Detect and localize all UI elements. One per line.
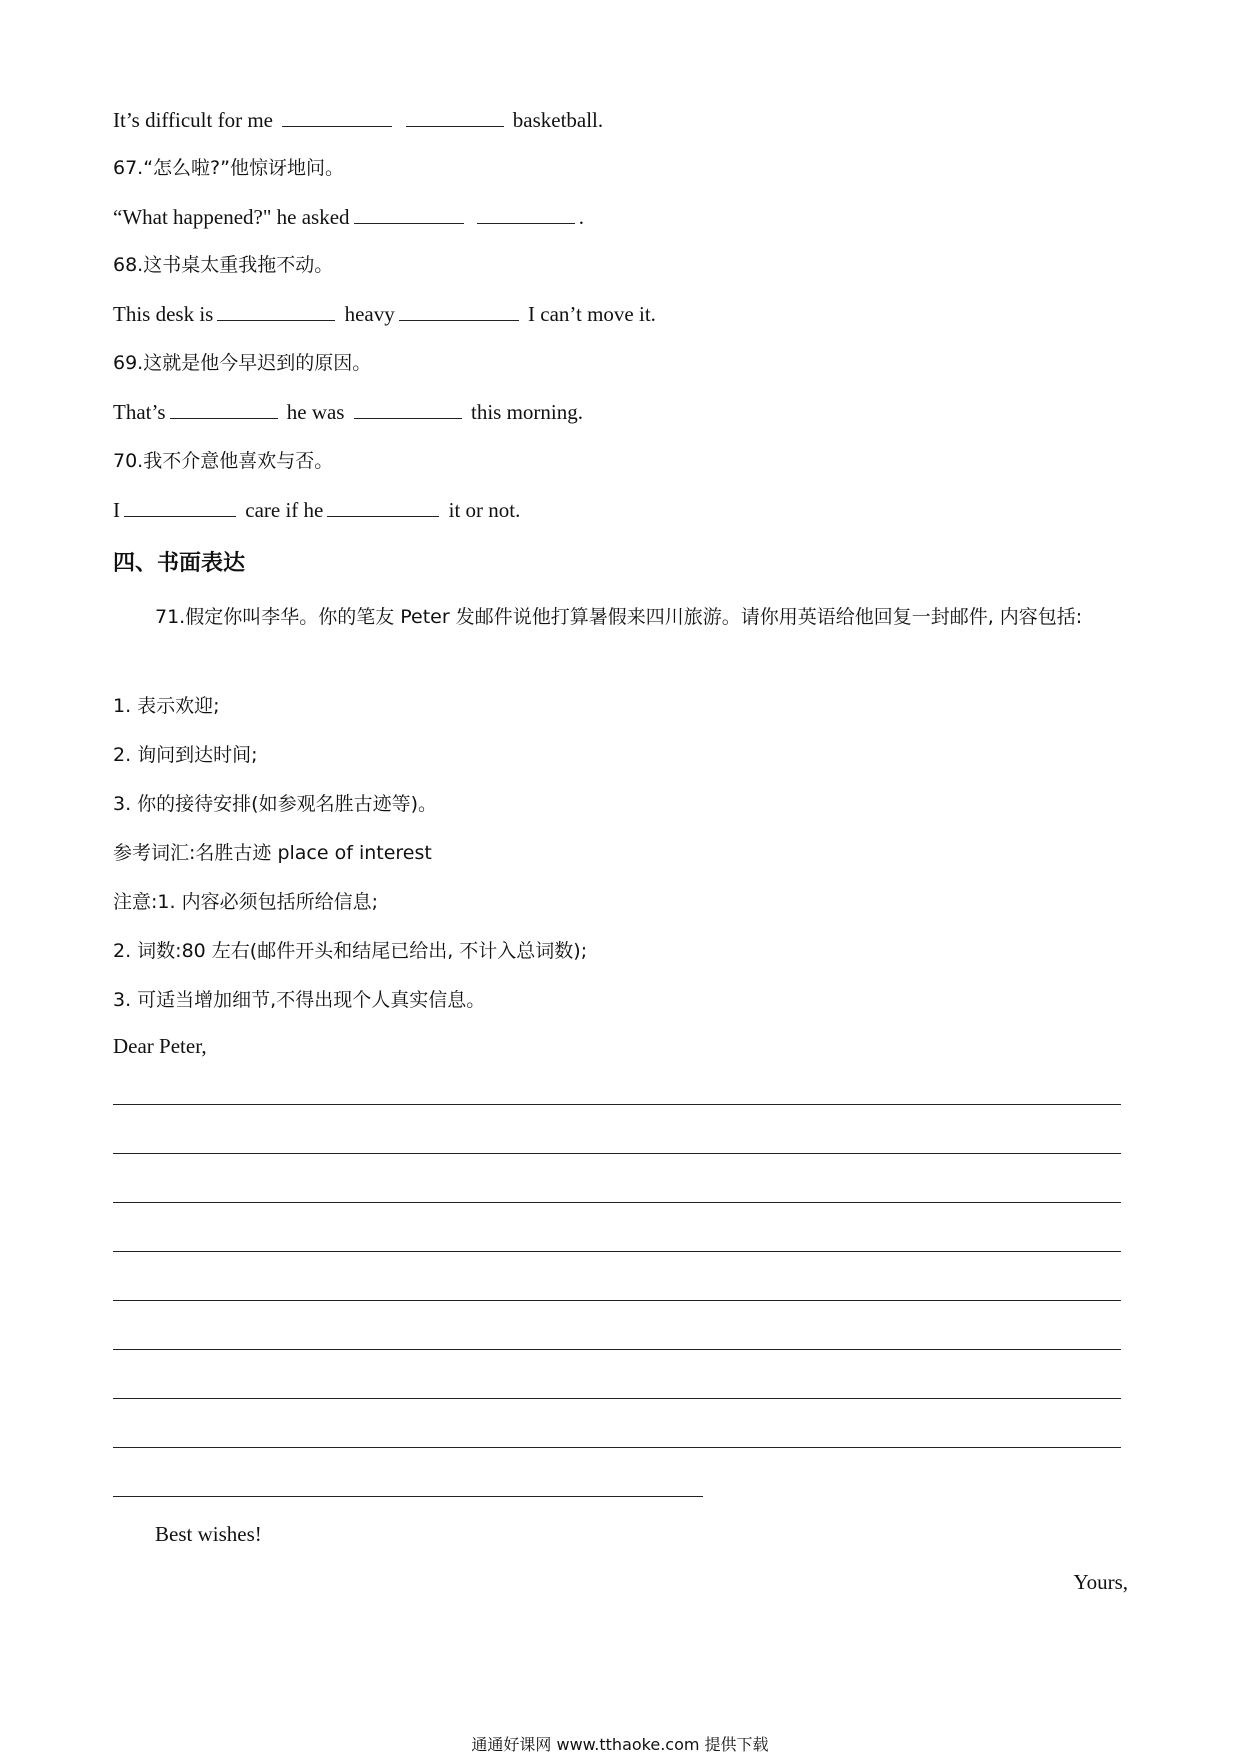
answer-text: it or not.	[443, 498, 521, 522]
answer-line	[113, 203, 584, 231]
answer-blank[interactable]	[170, 398, 278, 419]
writing-line[interactable]	[113, 1251, 1121, 1252]
answer-line	[113, 398, 583, 426]
answer-text: .	[578, 205, 585, 229]
requirement-item: 2. 词数:80 左右(邮件开头和结尾已给出, 不计入总词数);	[113, 940, 588, 962]
answer-text: this morning.	[465, 400, 583, 424]
answer-blank[interactable]	[354, 398, 462, 419]
question-prompt: 70.我不介意他喜欢与否。	[113, 450, 334, 472]
answer-text: It’s difficult for me	[113, 108, 279, 132]
writing-line[interactable]	[113, 1496, 703, 1497]
answer-text	[468, 205, 473, 229]
answer-text: he was	[281, 400, 350, 424]
answer-text: I	[113, 498, 120, 522]
writing-line[interactable]	[113, 1398, 1121, 1399]
answer-blank[interactable]	[282, 106, 392, 127]
requirement-item: 1. 表示欢迎;	[113, 695, 220, 717]
writing-line[interactable]	[113, 1349, 1121, 1350]
answer-text: I can’t move it.	[522, 302, 656, 326]
answer-blank[interactable]	[124, 496, 236, 517]
answer-text: “What happened?" he asked	[113, 205, 350, 229]
answer-blank[interactable]	[217, 300, 335, 321]
requirement-item: 2. 询问到达时间;	[113, 744, 258, 766]
requirement-item: 3. 你的接待安排(如参观名胜古迹等)。	[113, 793, 437, 815]
footer-note: 通通好课网 www.tthaoke.com 提供下载	[471, 1735, 769, 1754]
letter-signoff: Yours,	[1073, 1570, 1128, 1594]
question-prompt: 68.这书桌太重我拖不动。	[113, 254, 334, 276]
answer-text: heavy	[339, 302, 395, 326]
writing-line[interactable]	[113, 1447, 1121, 1448]
answer-blank[interactable]	[406, 106, 504, 127]
answer-text: basketball.	[507, 108, 604, 132]
answer-text	[396, 108, 401, 132]
answer-text: This desk is	[113, 302, 214, 326]
answer-blank[interactable]	[354, 203, 464, 224]
requirement-item: 3. 可适当增加细节,不得出现个人真实信息。	[113, 989, 486, 1011]
requirement-item: 参考词汇:名胜古迹 place of interest	[113, 842, 432, 864]
writing-line[interactable]	[113, 1300, 1121, 1301]
writing-line[interactable]	[113, 1104, 1121, 1105]
answer-line	[113, 106, 603, 134]
answer-text: That’s	[113, 400, 166, 424]
requirement-item: 注意:1. 内容必须包括所给信息;	[113, 891, 378, 913]
answer-line	[113, 496, 520, 524]
writing-task: 71.假定你叫李华。你的笔友 Peter 发邮件说他打算暑假来四川旅游。请你用英语给他回复一封邮件, 内容包括:	[155, 606, 1083, 628]
answer-blank[interactable]	[477, 203, 575, 224]
answer-blank[interactable]	[399, 300, 519, 321]
writing-line[interactable]	[113, 1202, 1121, 1203]
answer-blank[interactable]	[327, 496, 439, 517]
letter-salutation: Dear Peter,	[113, 1034, 207, 1058]
writing-line[interactable]	[113, 1153, 1121, 1154]
letter-closing: Best wishes!	[155, 1522, 262, 1546]
question-prompt: 69.这就是他今早迟到的原因。	[113, 352, 372, 374]
section-heading: 四、书面表达	[113, 551, 246, 576]
answer-line	[113, 300, 656, 328]
question-prompt: 67.“怎么啦?”他惊讶地问。	[113, 157, 344, 179]
answer-text: care if he	[240, 498, 324, 522]
